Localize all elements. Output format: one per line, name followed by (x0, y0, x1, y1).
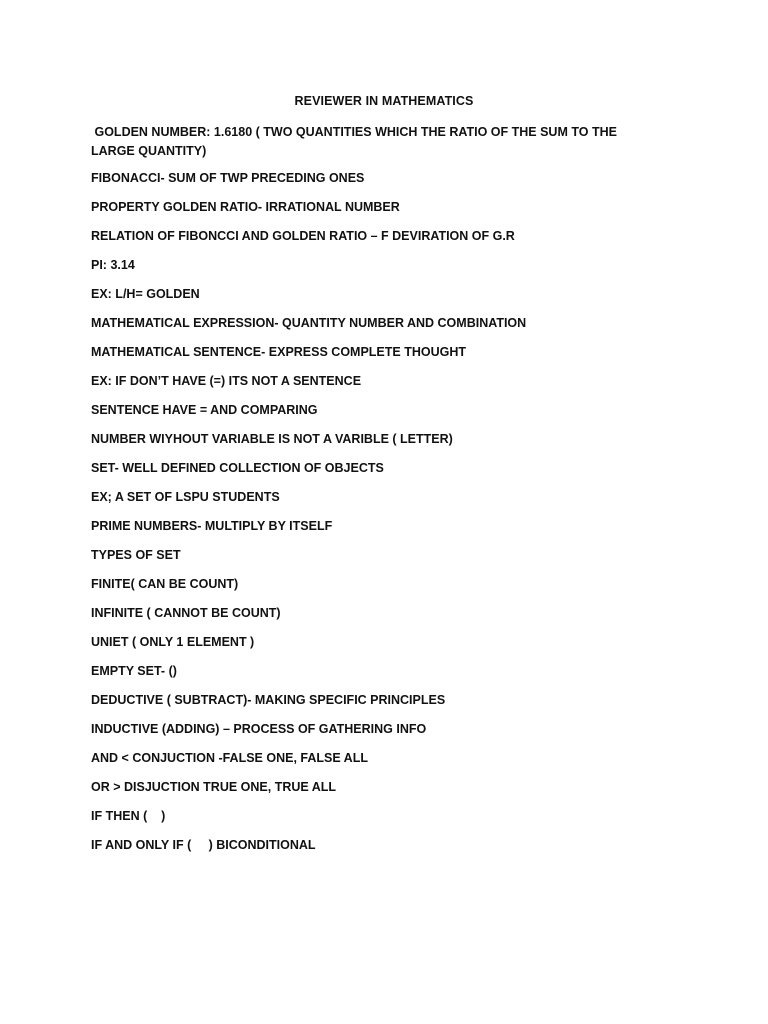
note-line: PRIME NUMBERS- MULTIPLY BY ITSELF (91, 519, 333, 533)
note-line: IF THEN ( ) (91, 809, 166, 823)
note-line: FIBONACCI- SUM OF TWP PRECEDING ONES (91, 171, 365, 185)
note-line: NUMBER WIYHOUT VARIABLE IS NOT A VARIBLE ( LETTER) (91, 432, 453, 446)
note-line: OR > DISJUCTION TRUE ONE, TRUE ALL (91, 780, 337, 794)
note-line: PROPERTY GOLDEN RATIO- IRRATIONAL NUMBER (91, 200, 400, 214)
note-line: FINITE( CAN BE COUNT) (91, 577, 239, 591)
note-line: EX: IF DON’T HAVE (=) ITS NOT A SENTENCE (91, 374, 362, 388)
note-line: SET- WELL DEFINED COLLECTION OF OBJECTS (91, 461, 384, 475)
note-line: UNIET ( ONLY 1 ELEMENT ) (91, 635, 255, 649)
note-line: INFINITE ( CANNOT BE COUNT) (91, 606, 281, 620)
note-line: IF AND ONLY IF ( ) BICONDITIONAL (91, 838, 316, 852)
notes-list (91, 123, 651, 865)
note-line: MATHEMATICAL EXPRESSION- QUANTITY NUMBER AND COMBINATION (91, 316, 527, 330)
note-line: AND < CONJUCTION -FALSE ONE, FALSE ALL (91, 751, 368, 765)
document-title: REVIEWER IN MATHEMATICS (294, 94, 474, 108)
note-line: GOLDEN NUMBER: 1.6180 ( TWO QUANTITIES WHICH THE RATIO OF THE SUM TO THE LARGE QUANTITY) (91, 125, 621, 158)
note-line: EMPTY SET- () (91, 664, 177, 678)
note-line: RELATION OF FIBONCCI AND GOLDEN RATIO – F DEVIRATION OF G.R (91, 229, 515, 243)
note-line: DEDUCTIVE ( SUBTRACT)- MAKING SPECIFIC PRINCIPLES (91, 693, 446, 707)
note-line: EX; A SET OF LSPU STUDENTS (91, 490, 280, 504)
note-line: PI: 3.14 (91, 258, 135, 272)
note-line: INDUCTIVE (ADDING) – PROCESS OF GATHERING INFO (91, 722, 427, 736)
note-line: TYPES OF SET (91, 548, 181, 562)
note-line: MATHEMATICAL SENTENCE- EXPRESS COMPLETE THOUGHT (91, 345, 467, 359)
note-line: EX: L/H= GOLDEN (91, 287, 200, 301)
note-line: SENTENCE HAVE = AND COMPARING (91, 403, 318, 417)
